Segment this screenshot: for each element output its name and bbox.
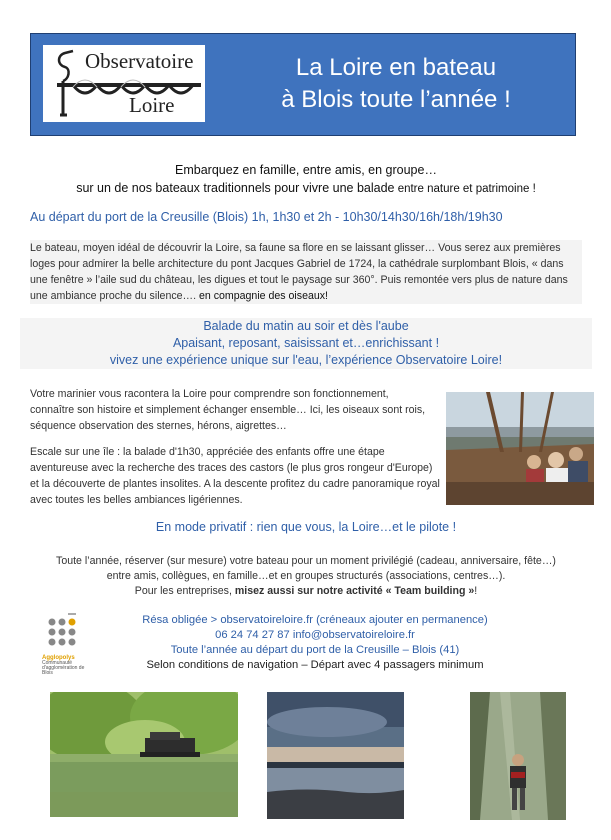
agglopolys-logo	[38, 612, 88, 674]
agglopolys-dots-icon	[38, 612, 88, 656]
intro-text	[20, 161, 592, 198]
intro-line-2-small: entre nature et patrimoine !	[394, 183, 536, 195]
agglopolys-subtitle: Communauté d'agglomération de Blois	[42, 660, 85, 676]
private-mode-text	[20, 554, 592, 599]
title-line-1: La Loire en bateau	[295, 54, 497, 81]
private-line-3-main: Pour les entreprises,	[134, 585, 235, 597]
intro-line-2	[20, 179, 592, 198]
departure-info: Au départ du port de la Creusille (Blois) 1h, 1h30 et 2h - 10h30/14h30/16h/18h/19h30	[30, 210, 503, 224]
intro-line-1: Embarquez en famille, entre amis, en groupe…	[175, 163, 437, 177]
balade-line-1: Balade du matin au soir et dès l'aube	[203, 319, 409, 333]
booking-line-3: Toute l’année au départ du port de la Creusille – Blois (41)	[170, 644, 460, 656]
page-title	[221, 52, 571, 116]
team-building-link: misez aussi sur notre activité « Team building »	[234, 585, 475, 597]
forest-walk-photo	[470, 692, 566, 820]
paragraph-1-emphasis: en compagnie des oiseaux!	[196, 290, 328, 302]
loire-sunset-photo	[267, 692, 404, 819]
balade-line-3: vivez une expérience unique sur l'eau, l’expérience Observatoire Loire!	[109, 353, 503, 367]
intro-line-2-main: sur un de nos bateaux traditionnels pour vivre une balade	[76, 181, 395, 195]
boat-passengers-photo	[446, 392, 594, 505]
private-line-3	[20, 584, 592, 599]
title-line-2: à Blois toute l’année !	[281, 86, 511, 113]
agglopolys-caption	[42, 656, 86, 676]
paragraph-boat-description	[30, 240, 582, 304]
booking-line-1[interactable]: Résa obligée > observatoireloire.fr (créneaux ajouter en permanence)	[142, 614, 488, 626]
observatoire-loire-logo	[43, 45, 205, 122]
booking-info	[100, 613, 530, 673]
booking-contact[interactable]: 06 24 74 27 87 info@observatoireloire.fr	[215, 629, 415, 641]
booking-line-4: Selon conditions de navigation – Départ avec 4 passagers minimum	[146, 659, 484, 671]
river-boat-photo	[50, 692, 238, 817]
private-line-1: Toute l’année, réserver (sur mesure) votre bateau pour un moment privilégié (cadeau, anniversaire, fête…)	[56, 555, 556, 567]
private-mode-title: En mode privatif : rien que vous, la Loire…et le pilote !	[155, 520, 457, 534]
balade-highlight	[20, 318, 592, 369]
logo-text-observatoire: Observatoire	[85, 49, 194, 73]
private-line-3-end: !	[474, 585, 478, 597]
paragraph-island-stop: Escale sur une île : la balade d'1h30, appréciée des enfants offre une étape aventureuse avec la recherche des traces des castors (le plus gros rongeur d'Europe) et la découverte de plantes insolites. A la descente profitez du cadre panoramique royal avec toutes les belles ambiances ligériennes.	[30, 446, 440, 506]
header-banner	[30, 33, 576, 136]
agglopolys-brand: Agglopolys	[42, 655, 75, 661]
logo-text-loire: Loire	[129, 93, 175, 117]
paragraph-mariner: Votre marinier vous racontera la Loire pour comprendre son fonctionnement, connaître son histoire et simplement échanger ensemble… Ici, les oiseaux sont rois, séquence observation des sternes, hérons, aigrettes…	[30, 388, 426, 432]
balade-line-2: Apaisant, reposant, saisissant et…enrichissant !	[172, 336, 440, 350]
private-line-2: entre amis, collègues, en famille…et en groupes structurés (associations, centres…).	[106, 570, 506, 582]
paragraph-1-text: Le bateau, moyen idéal de découvrir la Loire, sa faune sa flore en se laissant glisser… Vous serez aux premières loges pour admirer la belle architecture du pont Jacques Gabriel de 1724, la cathédrale surplombant Blois, « dans une fenêtre » l’aile sud du château, les digues et tout le paysage sur 360°. Puis remontée vers plus de nature dans une ambiance proche du silence….	[30, 242, 568, 302]
